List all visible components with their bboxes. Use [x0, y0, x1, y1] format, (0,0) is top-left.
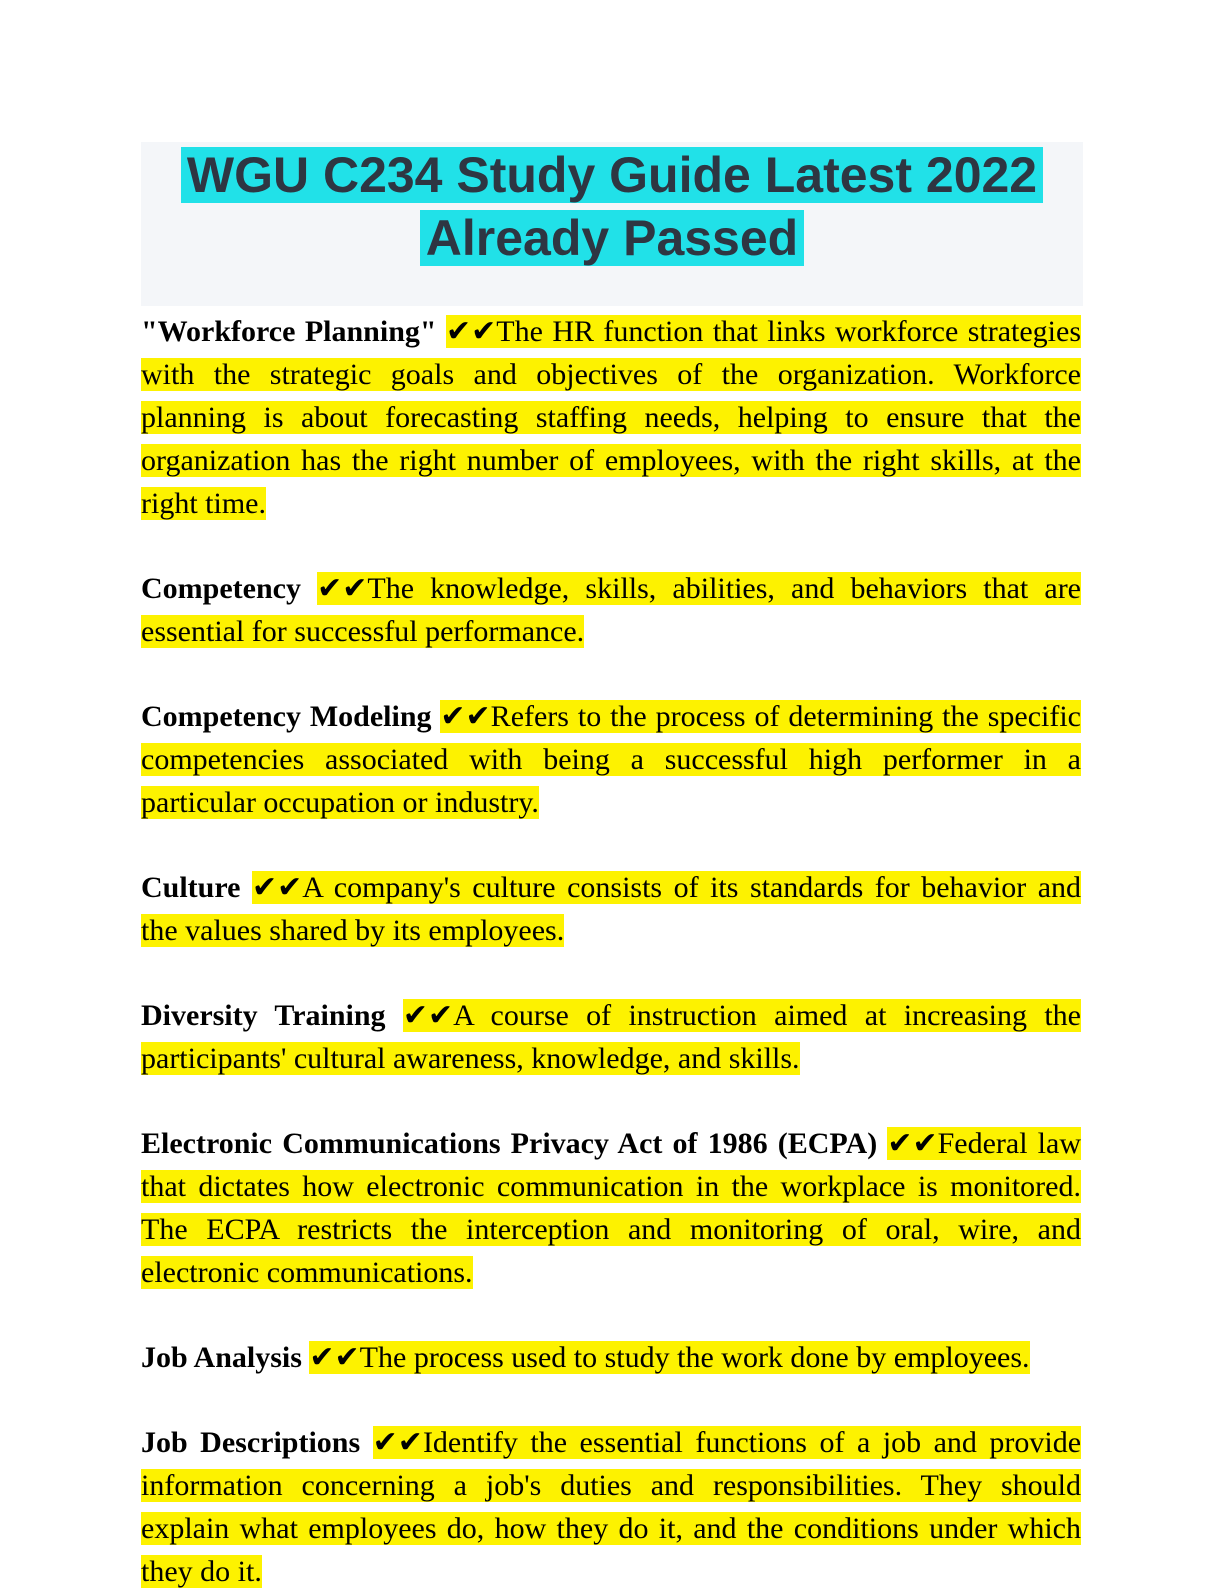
entry-term: Diversity Training: [141, 999, 386, 1032]
entry-term: Competency: [141, 572, 301, 605]
entry-definition: ✔✔The HR function that links workforce strategies with the strategic goals and objectives of the organization. Workforce planning is about forecasting staffing needs, helping to ensure that the organization has the right number of employees, with the right skills, at the right time.: [141, 315, 1081, 520]
document-header: [141, 142, 1083, 306]
entry-definition: ✔✔The knowledge, skills, abilities, and behaviors that are essential for successful performance.: [141, 572, 1081, 648]
glossary-content: [141, 310, 1081, 1593]
glossary-entry-job-descriptions: [141, 1421, 1081, 1593]
glossary-entry-workforce-planning: [141, 310, 1081, 525]
page-title-line-1: [141, 144, 1083, 207]
title-highlight: WGU C234 Study Guide Latest 2022: [181, 147, 1043, 203]
entry-term: Culture: [141, 871, 241, 904]
page-title-line-2: [141, 207, 1083, 270]
entry-term: Job Descriptions: [141, 1426, 361, 1459]
entry-term: Competency Modeling: [141, 700, 432, 733]
entry-definition: ✔✔Federal law that dictates how electronic communication in the workplace is monitored. The ECPA restricts the interception and monitoring of oral, wire, and electronic communications.: [141, 1127, 1081, 1289]
entry-definition: ✔✔A company's culture consists of its standards for behavior and the values shared by its employees.: [141, 871, 1082, 947]
entry-term: Job Analysis: [141, 1341, 302, 1374]
glossary-entry-ecpa: [141, 1122, 1081, 1294]
entry-definition: ✔✔Identify the essential functions of a job and provide information concerning a job's duties and responsibilities. They should explain what employees do, how they do it, and the conditions under which they do it.: [141, 1426, 1082, 1588]
glossary-entry-job-analysis: [141, 1336, 1081, 1379]
entry-term: Electronic Communications Privacy Act of 1986 (ECPA): [141, 1127, 878, 1160]
entry-definition: ✔✔Refers to the process of determining the specific competencies associated with being a successful high performer in a particular occupation or industry.: [141, 700, 1081, 819]
glossary-entry-culture: [141, 866, 1081, 952]
glossary-entry-competency-modeling: [141, 695, 1081, 824]
document-page: [141, 142, 1083, 1593]
glossary-entry-competency: [141, 567, 1081, 653]
entry-definition: ✔✔The process used to study the work done by employees.: [309, 1341, 1030, 1374]
entry-definition: ✔✔A course of instruction aimed at increasing the participants' cultural awareness, knowledge, and skills.: [141, 999, 1081, 1075]
entry-term: "Workforce Planning": [141, 315, 437, 348]
glossary-entry-diversity-training: [141, 994, 1081, 1080]
title-highlight: Already Passed: [420, 210, 804, 266]
